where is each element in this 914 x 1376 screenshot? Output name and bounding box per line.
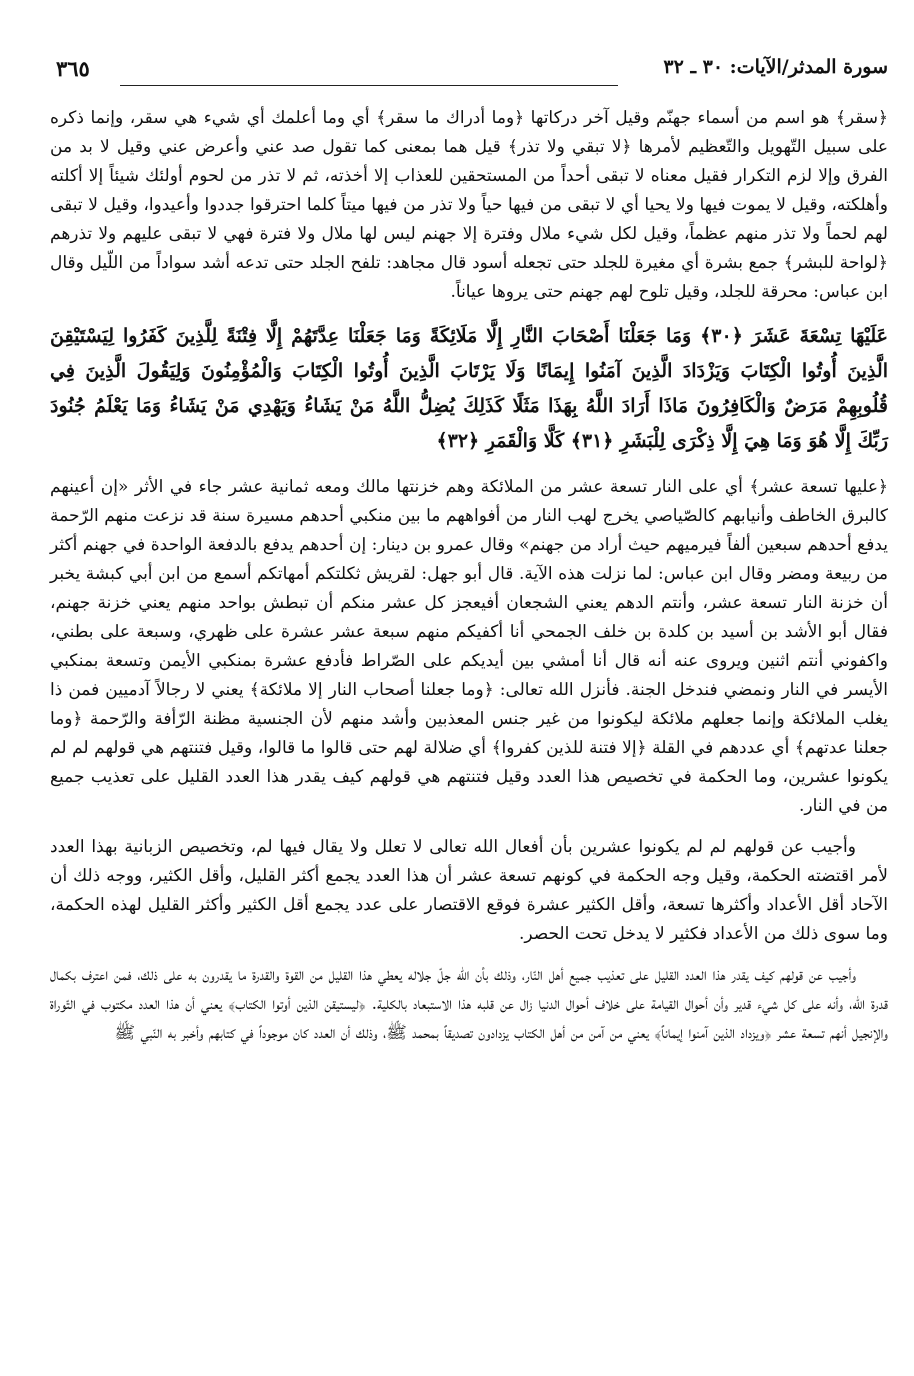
running-head: سورة المدثر/الآيات: ٣٠ ـ ٣٢: [663, 56, 888, 78]
commentary-paragraph: ﴿عليها تسعة عشر﴾ أي على النار تسعة عشر من الملائكة وهم خزنتها مالك ومعه ثمانية عشر جاء في الأثر «إن أعينهم كالبرق الخاطف وأنيابهم كالصّياصي يخرج لهب النار من أفواههم ما بين منكبي أحدهم مسيرة سنة قد نزعت منهم الرّحمة يدفع أحدهم سبعين ألفاً فيرميهم حيث أراد من جهنم» وقال عمرو بن دينار: إن أحدهم يدفع بالدفعة الواحدة في جهنم أكثر من ربيعة ومضر وقال ابن عباس: لما نزلت هذه الآية. قال أبو جهل: لقريش ثكلتكم أمهاتكم أسمع من ابن أبي كبشة يخبر أن خزنة النار تسعة عشر، وأنتم الدهم يعني الشجعان أفيعجز كل عشر منكم أن تبطش بواحد منهم يعني خزنة جهنم، فقال أبو الأشد بن أسيد بن كلدة بن خلف الجمحي أنا أكفيكم منهم سبعة عشر عشرة على ظهري، وسبعة على بطني، واكفوني أنتم اثنين ويروى عنه أنه قال أنا أمشي بين أيديكم على الصّراط فأدفع عشرة بمنكبي الأيمن وتسعة بمنكبي الأيسر في النار ونمضي فندخل الجنة. فأنزل الله تعالى: ﴿وما جعلنا أصحاب النار إلا ملائكة﴾ يعني لا رجالاً آدميين فمن ذا يغلب الملائكة وإنما جعلهم ملائكة ليكونوا من غير جنس المعذبين وأشد منهم لأن الجنسية مظنة الرّأفة والرّحمة ﴿وما جعلنا عدتهم﴾ أي عددهم في القلة ﴿إلا فتنة للذين كفروا﴾ أي ضلالة لهم حتى قالوا ما قالوا، وقيل فتنتهم هي قولهم لم لم يكونوا عشرين، وما الحكمة في تخصيص هذا العدد وقيل فتنتهم هي قولهم كيف يقدر هذا العدد القليل على تعذيب جميع من في النار.: [50, 477, 888, 816]
page-number: ٣٦٥: [56, 56, 90, 81]
page-body: [50, 104, 888, 1060]
commentary-paragraph: وأجيب عن قولهم لم لم يكونوا عشرين بأن أفعال الله تعالى لا تعلل ولا يقال فيها لم، وتخصيص الزبانية بهذا العدد لأمر اقتضته الحكمة، وقيل وجه الحكمة في كونهم تسعة عشر أن هذا العدد يجمع أكثر القليل، وأقل الكثير، ووجه ذلك أن الآحاد أقل الأعداد وأكثرها تسعة، وأقل الكثير عشرة فوقع الاقتصار على عدد يجمع أقل الكثير وأكثر القليل لهذه الحكمة، وما سوى ذلك من الأعداد فكثير لا يدخل تحت الحصر.: [50, 837, 888, 944]
commentary-paragraph: ﴿سقر﴾ هو اسم من أسماء جهنّم وقيل آخر دركاتها ﴿وما أدراك ما سقر﴾ أي وما أعلمك أي شيء هي سقر، وإنما ذكره على سبيل التّهويل والتّعظيم لأمرها ﴿لا تبقي ولا تذر﴾ قيل هما بمعنى كما تقول صد عني وأعرض عني وقيل لا بد من الفرق وإلا لزم التكرار فقيل معناه لا تبقى أحداً من المستحقين للعذاب إلا أخذته، ثم لا تذر من لحوم أولئك شيئاً إلا أكلته وأهلكته، وقيل لا يموت فيها ولا يحيا أي لا تبقى من فيها حياً ولا تذر من فيها ميتاً كلما احترقوا جددوا وأعيدوا، وقيل لا تبقى لهم لحماً ولا تذر منهم عظماً، وقيل لكل شيء ملال وفترة إلا جهنم ليس لها ملال ولا فترة فهي لا تبقى عليهم ولا تذرهم ﴿لواحة للبشر﴾ جمع بشرة أي مغيرة للجلد حتى تجعله أسود قال مجاهد: تلفح الجلد حتى تدعه أشد سواداً من اللّيل وقال ابن عباس: محرقة للجلد، وقيل تلوح لهم جهنم حتى يروها عياناً.: [50, 108, 888, 302]
header-rule: [120, 85, 618, 86]
quran-verse-block: عَلَيْهَا تِسْعَةَ عَشَرَ ﴿٣٠﴾ وَمَا جَعَلْنَا أَصْحَابَ النَّارِ إِلَّا مَلَائِكَةً وَمَا جَعَلْنَا عِدَّتَهُمْ إِلَّا فِتْنَةً لِلَّذِينَ كَفَرُوا لِيَسْتَيْقِنَ الَّذِينَ أُوتُوا الْكِتَابَ وَيَزْدَادَ الَّذِينَ آمَنُوا إِيمَانًا وَلَا يَرْتَابَ الَّذِينَ أُوتُوا الْكِتَابَ وَالْمُؤْمِنُونَ وَلِيَقُولَ الَّذِينَ فِي قُلُوبِهِمْ مَرَضٌ وَالْكَافِرُونَ مَاذَا أَرَادَ اللَّهُ بِهَذَا مَثَلًا كَذَلِكَ يُضِلُّ اللَّهُ مَنْ يَشَاءُ وَيَهْدِي مَنْ يَشَاءُ وَمَا يَعْلَمُ جُنُودَ رَبِّكَ إِلَّا هُوَ وَمَا هِيَ إِلَّا ذِكْرَى لِلْبَشَرِ ﴿٣١﴾ كَلَّا وَالْقَمَرِ ﴿٣٢﴾: [50, 325, 889, 452]
commentary-paragraph: وأجيب عن قولهم كيف يقدر هذا العدد القليل على تعذيب جميع أهل النّار، وذلك بأن الله جلّ جلاله يعطي هذا القليل من القوة والقدرة ما يقدرون به على ذلك، فمن اعترف بكمال قدرة الله، وأنه على كل شيء قدير وأن أحوال القيامة على خلاف أحوال الدنيا زال عن قلبه هذا الاستبعاد بالكلية. ﴿ليستيقن الذين أوتوا الكتاب﴾ يعني أن هذا العدد مكتوب في التّوراة والإنجيل أنهم تسعة عشر ﴿ويزداد الذين آمنوا إيماناً﴾ يعني من آمن من أهل الكتاب يزدادون تصديقاً بمحمد ﷺ، وذلك أن العدد كان موجوداً في كتابهم وأخبر به النّبي ﷺ: [50, 965, 888, 1043]
page-header: [50, 56, 888, 90]
